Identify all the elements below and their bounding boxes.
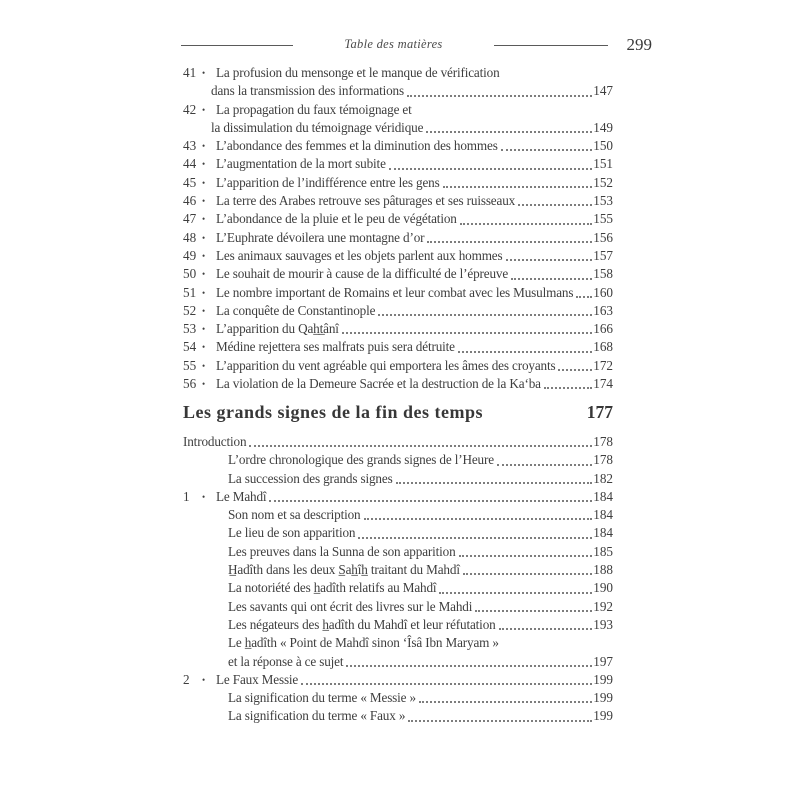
toc-entry-line (183, 524, 613, 542)
entry-number: 50 (183, 266, 197, 282)
dot-leader (544, 387, 592, 389)
bullet-icon: • (202, 674, 206, 685)
dot-leader (419, 701, 592, 703)
entry-number: 56 (183, 376, 197, 392)
bullet-icon: • (202, 342, 206, 353)
toc-entry-line (183, 707, 613, 725)
dot-leader (558, 369, 592, 371)
toc-entry-line (183, 302, 613, 320)
entry-page-number: 166 (593, 321, 613, 337)
dot-leader (501, 149, 593, 151)
entry-gutter (183, 192, 216, 210)
dot-leader (439, 592, 592, 594)
folio-page-number: 299 (626, 35, 652, 54)
toc-entry-line (183, 598, 613, 616)
dot-leader (518, 204, 592, 206)
toc-entry-line (183, 561, 613, 579)
toc-entry-line (183, 174, 613, 192)
toc-entry-line (183, 101, 613, 119)
entry-text: Le nombre important de Romains et leur combat avec les Musulmans (216, 284, 574, 300)
toc-entry (183, 174, 613, 192)
dot-leader (475, 610, 592, 612)
toc-entry (183, 284, 613, 302)
bullet-icon: • (202, 177, 206, 188)
toc-entry (183, 101, 613, 138)
toc-entry-line (183, 320, 613, 338)
dot-leader (427, 241, 592, 243)
dot-leader (358, 537, 592, 539)
entry-page-number: 178 (593, 434, 613, 449)
entry-page-number: 157 (593, 247, 613, 263)
toc-entry (183, 210, 613, 228)
entry-page-number: 163 (593, 302, 613, 318)
section-title: Les grands signes de la fin des temps (183, 402, 484, 422)
toc-entry-line (183, 192, 613, 210)
entry-gutter (183, 671, 216, 689)
entry-number: 2 (183, 671, 190, 687)
entry-page-number: 149 (593, 119, 613, 135)
dot-leader (576, 296, 592, 298)
entry-text: Son nom et sa description (228, 507, 361, 523)
dot-leader (249, 445, 592, 447)
toc-entry (183, 579, 613, 597)
entry-gutter (183, 265, 216, 283)
entry-number: 52 (183, 302, 197, 318)
bullet-icon: • (202, 104, 206, 115)
entry-page-number: 158 (593, 266, 613, 282)
entry-text: Le h̲adîth « Point de Mahdî sinon ‘Îsâ Ibn Maryam » (228, 635, 499, 651)
entry-text: La succession des grands signes (228, 470, 393, 486)
entry-text: L’abondance de la pluie et le peu de végétation (216, 211, 457, 227)
dot-leader (463, 573, 592, 575)
entry-page-number: 184 (593, 507, 613, 523)
toc-entry-line (183, 64, 613, 82)
toc-entry (183, 229, 613, 247)
entry-text: Médine rejettera ses malfrats puis sera détruite (216, 339, 455, 355)
entry-text: Introduction (183, 434, 247, 449)
entry-number: 44 (183, 156, 197, 172)
toc-entry-line (183, 338, 613, 356)
toc-entry-line (183, 616, 613, 634)
entry-page-number: 172 (593, 357, 613, 373)
entry-gutter (183, 284, 216, 302)
entry-page-number: 151 (593, 156, 613, 172)
entry-text: Les animaux sauvages et les objets parlent aux hommes (216, 247, 503, 263)
entry-page-number: 160 (593, 284, 613, 300)
entry-page-number: 152 (593, 174, 613, 190)
entry-page-number: 168 (593, 339, 613, 355)
dot-leader (443, 186, 593, 188)
entry-text: Le Faux Messie (216, 671, 299, 687)
entry-text: L’abondance des femmes et la diminution des hommes (216, 138, 498, 154)
toc-entry (183, 634, 613, 671)
dot-leader (378, 314, 592, 316)
toc-entry (183, 320, 613, 338)
entry-text: et la réponse à ce sujet (228, 653, 344, 669)
toc-entry (183, 155, 613, 173)
entry-gutter (183, 357, 216, 375)
entry-page-number: 190 (593, 580, 613, 596)
entry-gutter (183, 338, 216, 356)
toc-entry-line (183, 137, 613, 155)
entry-text: H̲adîth dans les deux S̲ah̲îh̲ traitant du Mahdî (228, 562, 460, 578)
dot-leader (389, 168, 592, 170)
entry-number: 1 (183, 488, 190, 504)
toc-entry (183, 561, 613, 579)
entry-gutter (183, 375, 216, 393)
bullet-icon: • (202, 491, 206, 502)
entry-page-number: 199 (593, 690, 613, 706)
entry-page-number: 184 (593, 488, 613, 504)
dot-leader (511, 278, 592, 280)
dot-leader (407, 95, 592, 97)
toc-entry-line (183, 284, 613, 302)
toc-entry-line (183, 488, 613, 506)
toc-entry-line (183, 82, 613, 100)
toc-entry-line (183, 689, 613, 707)
entry-number: 48 (183, 229, 197, 245)
entry-text: L’Euphrate dévoilera une montagne d’or (216, 229, 425, 245)
toc-entry (183, 598, 613, 616)
toc-entry (183, 375, 613, 393)
dot-leader (269, 500, 592, 502)
section-page-number: 177 (586, 402, 613, 422)
toc-entry (183, 488, 613, 506)
entry-page-number: 197 (593, 653, 613, 669)
bullet-icon: • (202, 379, 206, 390)
entry-text: La profusion du mensonge et le manque de vérification (216, 65, 500, 80)
entry-text: La notoriété des h̲adîth relatifs au Mahdî (228, 580, 437, 596)
entry-text: L’augmentation de la mort subite (216, 156, 386, 172)
entry-text: Le Mahdî (216, 488, 267, 504)
entry-text: Les preuves dans la Sunna de son apparition (228, 543, 456, 559)
toc-entry (183, 302, 613, 320)
running-title: Table des matières (344, 36, 443, 51)
entry-text: La violation de la Demeure Sacrée et la destruction de la Ka‘ba (216, 376, 541, 392)
entry-gutter (183, 247, 216, 265)
toc-entry (183, 707, 613, 725)
entry-text: Les savants qui ont écrit des livres sur le Mahdi (228, 598, 473, 614)
toc-entry-line (183, 265, 613, 283)
entry-page-number: 199 (593, 671, 613, 687)
toc-entry (183, 357, 613, 375)
toc-entry (183, 524, 613, 542)
dot-leader (506, 259, 593, 261)
toc-entry (183, 265, 613, 283)
entry-gutter (183, 64, 216, 82)
entry-page-number: 188 (593, 562, 613, 578)
bullet-icon: • (202, 159, 206, 170)
dot-leader (342, 332, 592, 334)
toc-entry (183, 64, 613, 101)
section-heading (183, 400, 613, 424)
toc-entry-line (183, 119, 613, 137)
bullet-icon: • (202, 269, 206, 280)
entry-text: Le lieu de son apparition (228, 525, 356, 541)
toc-entry-line (183, 451, 613, 469)
dot-leader (426, 131, 592, 133)
entry-number: 41 (183, 65, 197, 80)
entry-page-number: 150 (593, 138, 613, 154)
entry-gutter (183, 155, 216, 173)
entry-number: 54 (183, 339, 197, 355)
toc-entry-line (183, 210, 613, 228)
entry-text: L’apparition du Qah̲t̲ânî (216, 321, 339, 337)
entry-page-number: 153 (593, 193, 613, 209)
entry-text: la dissimulation du témoignage véridique (211, 119, 424, 135)
toc-entry (183, 433, 613, 451)
entry-page-number: 156 (593, 229, 613, 245)
bullet-icon: • (202, 232, 206, 243)
toc-entry-line (183, 357, 613, 375)
entry-gutter (183, 101, 216, 119)
entry-gutter (183, 174, 216, 192)
toc-entry (183, 451, 613, 469)
toc-entry-line (183, 506, 613, 524)
entry-number: 42 (183, 101, 197, 117)
dot-leader (301, 683, 592, 685)
dot-leader (396, 482, 593, 484)
entry-text: Les négateurs des h̲adîth du Mahdî et leur réfutation (228, 616, 496, 632)
entry-page-number: 184 (593, 525, 613, 541)
toc-entry (183, 338, 613, 356)
entry-text: La conquête de Constantinople (216, 302, 376, 318)
entry-gutter (183, 229, 216, 247)
toc-entry (183, 137, 613, 155)
entry-page-number: 185 (593, 543, 613, 559)
dot-leader (346, 665, 592, 667)
entry-page-number: 192 (593, 598, 613, 614)
entry-text: dans la transmission des informations (211, 83, 404, 99)
entry-page-number: 182 (593, 470, 613, 486)
toc-list (183, 64, 613, 393)
dot-leader (460, 223, 592, 225)
bullet-icon: • (202, 68, 206, 78)
toc-entry (183, 247, 613, 265)
entry-text: L’apparition de l’indifférence entre les gens (216, 174, 440, 190)
toc-entry-line (183, 229, 613, 247)
entry-text: Le souhait de mourir à cause de la difficulté de l’épreuve (216, 266, 509, 282)
toc-entry (183, 689, 613, 707)
entry-gutter (183, 210, 216, 228)
entry-text: La signification du terme « Messie » (228, 690, 416, 706)
bullet-icon: • (202, 287, 206, 298)
entry-page-number: 199 (593, 708, 613, 724)
toc-entry (183, 192, 613, 210)
bullet-icon: • (202, 141, 206, 152)
entry-number: 53 (183, 321, 197, 337)
dot-leader (497, 464, 592, 466)
entry-text: L’apparition du vent agréable qui emportera les âmes des croyants (216, 357, 556, 373)
entry-page-number: 174 (593, 376, 613, 392)
entry-page-number: 147 (593, 83, 613, 99)
toc-entry-line (183, 579, 613, 597)
bullet-icon: • (202, 214, 206, 225)
entry-number: 43 (183, 138, 197, 154)
entry-number: 45 (183, 174, 197, 190)
entry-gutter (183, 320, 216, 338)
header-rule-left (181, 45, 293, 46)
bullet-icon: • (202, 305, 206, 316)
entry-number: 51 (183, 284, 197, 300)
bullet-icon: • (202, 360, 206, 371)
toc-entry (183, 616, 613, 634)
bullet-icon: • (202, 196, 206, 207)
page-header (181, 34, 652, 56)
toc-entry (183, 543, 613, 561)
toc-entry-line (183, 433, 613, 451)
entry-text: La terre des Arabes retrouve ses pâturages et ses ruisseaux (216, 193, 516, 209)
entry-gutter (183, 137, 216, 155)
toc-entry-line (183, 671, 613, 689)
entry-number: 47 (183, 211, 197, 227)
dot-leader (499, 628, 593, 630)
entry-page-number: 193 (593, 616, 613, 632)
entry-number: 46 (183, 193, 197, 209)
bullet-icon: • (202, 324, 206, 335)
toc-entry-line (183, 155, 613, 173)
dot-leader (458, 351, 592, 353)
entry-gutter (183, 302, 216, 320)
header-rule-right (494, 45, 608, 46)
dot-leader (408, 720, 592, 722)
section-block (183, 400, 613, 726)
toc-entry-line (183, 375, 613, 393)
toc-entry-line (183, 470, 613, 488)
dot-leader (459, 555, 593, 557)
entry-number: 55 (183, 357, 197, 373)
toc-entry-line (183, 543, 613, 561)
toc-entry-line (183, 247, 613, 265)
entry-text: La signification du terme « Faux » (228, 708, 406, 724)
toc-entry (183, 470, 613, 488)
toc-entry (183, 506, 613, 524)
toc-entry-line (183, 653, 613, 671)
dot-leader (364, 518, 593, 520)
entry-text: La propagation du faux témoignage et (216, 101, 412, 117)
toc-entry-line (183, 634, 613, 652)
entry-text: L’ordre chronologique des grands signes de l’Heure (228, 452, 494, 468)
entry-gutter (183, 488, 216, 506)
section-list (183, 433, 613, 726)
bullet-icon: • (202, 250, 206, 261)
entry-page-number: 155 (593, 211, 613, 227)
entry-page-number: 178 (593, 452, 613, 468)
toc-entry (183, 671, 613, 689)
entry-number: 49 (183, 247, 197, 263)
